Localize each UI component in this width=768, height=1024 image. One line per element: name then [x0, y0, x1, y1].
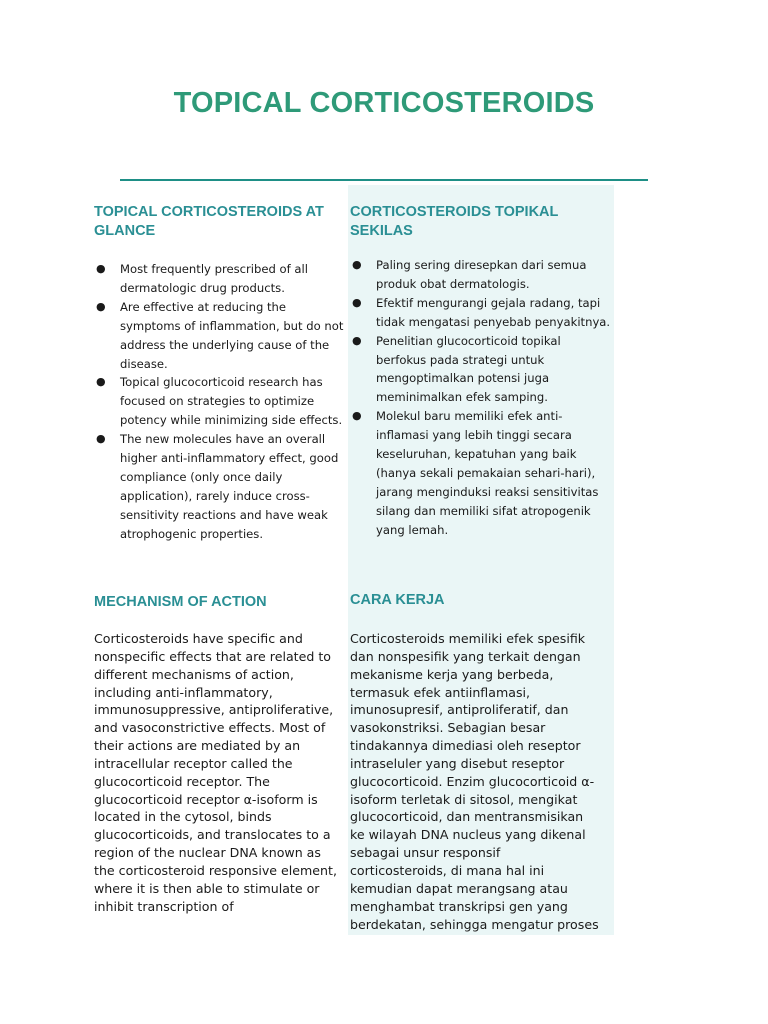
list-item-text: Are effective at reducing the symptoms of inflammation, but do not address the underlying cause of the disease. — [120, 299, 344, 371]
list-item — [350, 294, 612, 332]
bullet-icon: ● — [352, 409, 362, 423]
bullet-icon: ● — [352, 333, 362, 347]
list-item — [350, 256, 612, 294]
bullet-icon: ● — [96, 432, 106, 446]
glance-heading-en: TOPICAL CORTICOSTEROIDS AT GLANCE — [94, 204, 324, 239]
bullet-icon: ● — [352, 295, 362, 309]
bullet-icon: ● — [352, 258, 362, 271]
glance-list-id — [350, 256, 612, 540]
list-item — [94, 373, 348, 430]
mechanism-heading-en: MECHANISM OF ACTION — [94, 594, 267, 610]
glance-list-en — [94, 260, 348, 544]
list-item — [94, 298, 348, 374]
list-item-text: Penelitian glucocorticoid topikal berfokus pada strategi untuk mengoptimalkan potensi juga meminimalkan efek samping. — [376, 333, 561, 405]
list-item-text: Efektif mengurangi gejala radang, tapi tidak mengatasi penyebab penyakitnya. — [376, 295, 611, 329]
mechanism-heading-id: CARA KERJA — [350, 592, 445, 608]
bullet-icon: ● — [96, 375, 106, 389]
list-item-text: Most frequently prescribed of all dermatologic drug products. — [120, 262, 308, 295]
mechanism-text-id: Corticosteroids memiliki efek spesifik dan nonspesifik yang terkait dengan mekanisme kerja yang berbeda, termasuk efek antiinflamasi, imunosupresif, antiproliferatif, dan vasokonstriksi. Sebagian besar tindakannya dimediasi oleh reseptor intraseluler yang disebut reseptor glucocorticoid. Enzim glucocorticoid α-isoform terletak di sitosol, mengikat glucocorticoid, dan mentransmisikan ke wilayah DNA nucleus yang dikenal sebagai unsur responsif corticosteroids, di mana hal ini kemudian dapat merangsang atau menghambat transkripsi gen yang berdekatan, sehingga mengatur proses — [350, 631, 599, 932]
page-title: TOPICAL CORTICOSTEROIDS — [173, 87, 595, 119]
list-item — [94, 430, 348, 543]
list-item — [350, 407, 612, 539]
list-item-text: The new molecules have an overall higher anti-inflammatory effect, good compliance (only once daily application), rarely induce cross-sensitivity reactions and have weak atrophogenic properties. — [120, 432, 339, 541]
bullet-icon: ● — [96, 299, 106, 313]
glance-heading-id: CORTICOSTEROIDS TOPIKAL SEKILAS — [350, 204, 559, 239]
list-item-text: Topical glucocorticoid research has focused on strategies to optimize potency while minimizing side effects. — [120, 375, 343, 428]
list-item — [94, 260, 348, 298]
bullet-icon: ● — [96, 262, 106, 275]
title-divider — [120, 179, 648, 181]
mechanism-text-en: Corticosteroids have specific and nonspecific effects that are related to different mechanisms of action, including anti-inflammatory, immunosuppressive, antiproliferative, and vasoconstrictive effects. Most of their actions are mediated by an intracellular receptor called the glucocorticoid receptor. The glucocorticoid receptor α-isoform is located in the cytosol, binds glucocorticoids, and translocates to a region of the nuclear DNA known as the corticosteroid responsive element, where it is then able to stimulate or inhibit transcription of — [94, 631, 337, 914]
list-item-text: Molekul baru memiliki efek anti-inflamasi yang lebih tinggi secara keseluruhan, kepatuhan yang baik (hanya sekali pemakaian sehari-hari), jarang menginduksi reaksi sensitivitas silang dan memiliki sifat atropogenik yang lemah. — [376, 409, 599, 537]
list-item-text: Paling sering diresepkan dari semua produk obat dermatologis. — [376, 258, 587, 291]
list-item — [350, 332, 612, 408]
